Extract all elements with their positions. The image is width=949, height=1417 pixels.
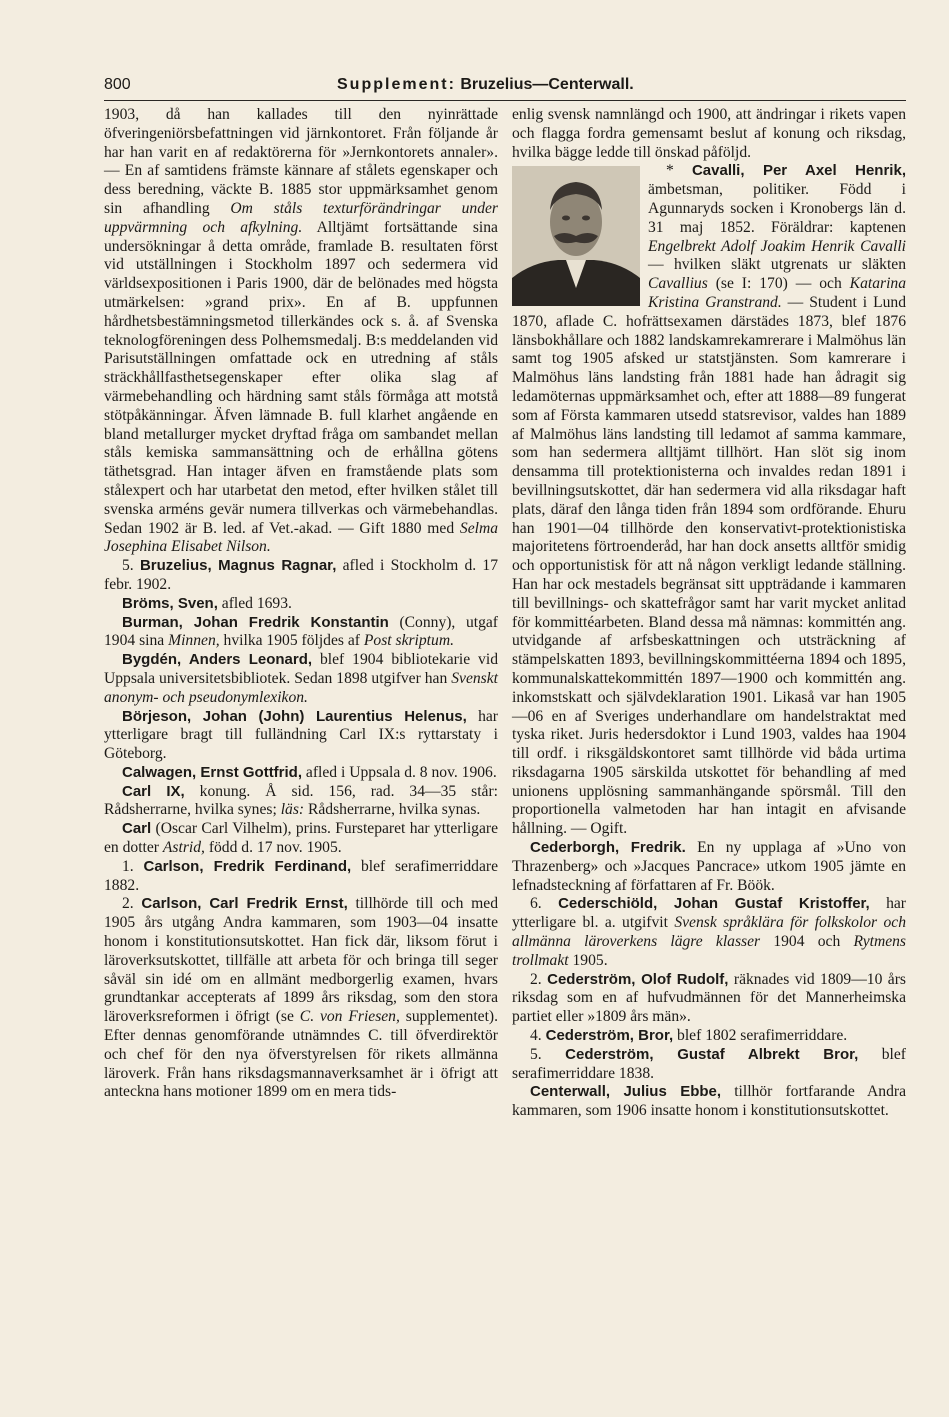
- entry-carlson-continued: [512, 106, 906, 162]
- entry-carlson-fredrik: [104, 858, 498, 896]
- text: — hvilken släkt utgrenats ur släkten: [648, 256, 906, 274]
- headword: Centerwall, Julius Ebbe,: [530, 1083, 722, 1101]
- left-column: [104, 106, 498, 1102]
- entry-calwagen: [104, 764, 498, 783]
- entry-cavalli: [512, 162, 906, 839]
- text: 1903, då han kallades till den nyinrättade öfveringeniörsbefattningen vid järnkontoret. Från följande år har han varit en af redaktörerna för »Jernkontorets annaler». — En af samtidens främste kännare af stålets egenskaper och dess beredning, väckte B. 1885 stor uppmärksamhet genom sin afhandling: [104, 106, 498, 217]
- entry-borjeson: [104, 708, 498, 764]
- work-title: Minnen,: [168, 632, 220, 650]
- text: (Conny), utgaf 1904 sina: [104, 613, 498, 650]
- headword: Cavalli, Per Axel Henrik,: [691, 162, 906, 180]
- text: Alltjämt fortsättande sina undersökningar å detta område, framlade B. resultaten först vid utställningen i Stockholm 1897 och sedermera vid världsexpositionen i Paris 1900, där de belönades med högsta utmärkelsen: »grand prix». En af B. uppfunnen hårdhetsbestämningsmetod tillerkändes ock s. å. af Svenska teknologföreningen dess Polhemsmedalj. B:s meddelanden vid Parisutställningen omfattade ock en utredning af ståls sträckhållfasthetsegenskaper efter olika slag af värmebehandling och härdning samt ståls förmåga att motstå stötpåkänningar. Äfven lämnade B. full klarhet angående en bland metallurger mycket dryftad fråga om sambandet mellan ståls kemiska sammansättning och de erhållna götens täthetsgrad. Han intager äfven en framstående plats som stålexpert och har utarbetat den metod, efter hvilken stålet till svenska arméns gevär numera tillverkas och värmebehandlas. Sedan 1902 är B. led. af Vet.-akad. — Gift 1880 med: [104, 218, 498, 537]
- running-head-range: Bruzelius—Centerwall.: [460, 76, 634, 93]
- text: tillhörde till och med 1905 års utgång Andra kammaren, som 1903—04 insatte honom i konstitutionsutskottet. Han fick där, liksom förut i läroverksutskottet, tillfälle att arbeta för och bringa till seger såväl sin idé om en allmänt medborgerlig examen, hvars grundtankar accepterats af 1899 års riksdag, som den stora läroverksreformen i öfrigt (se: [104, 895, 499, 1026]
- text: har ytterligare bragt till fulländning Carl IX:s ryttarstaty i Göteborg.: [104, 707, 498, 763]
- headword: Calwagen, Ernst Gottfrid,: [122, 763, 303, 781]
- text: hvilka 1905 följdes af: [219, 632, 364, 650]
- text: (Oscar Carl Vilhelm), prins. Fursteparet har ytterligare en dotter: [104, 820, 498, 857]
- entry-number: 6.: [530, 895, 542, 913]
- text: har ytterligare bl. a. utgifvit: [512, 895, 907, 932]
- entry-bruzelius-magnus: [104, 557, 498, 595]
- right-column: [512, 106, 906, 1121]
- work-title: Post skriptum.: [363, 632, 454, 650]
- text: enlig svensk namnlängd och 1900, att ändringar i rikets vapen och flagga fordra gemensamt beslut af konung och riksdag, hvilka bägge ledde till önskad påföljd.: [512, 106, 906, 161]
- headword: Bröms, Sven,: [122, 594, 218, 612]
- person-name: Katarina Kristina Granstrand.: [648, 275, 906, 311]
- text: blef serafimerriddare 1838.: [512, 1045, 906, 1082]
- work-title: Svensk språklära för folkskolor och allmänna läroverkens lägre klasser: [512, 914, 906, 951]
- supplement-mark: *: [666, 162, 674, 180]
- entry-number: 5.: [122, 557, 134, 575]
- headword: Carl: [122, 820, 152, 838]
- entry-cederstrom-bror: [512, 1027, 906, 1046]
- text: blef 1802 serafimerriddare.: [673, 1027, 848, 1045]
- header-rule: [104, 100, 906, 101]
- text: En ny upplaga af »Uno von Thrazenberg» och »Jacques Pancrace» utkom 1905 jämte en lefnadsteckning af författaren af Fr. Böök.: [512, 839, 907, 894]
- entry-cederborgh: [512, 839, 906, 895]
- headword: Bruzelius, Magnus Ragnar,: [139, 557, 337, 575]
- headword: Cederschiöld, Johan Gustaf Kristoffer,: [558, 895, 870, 913]
- headword: Cederborgh, Fredrik.: [530, 839, 686, 857]
- entry-bruzelius-continued: [104, 106, 498, 557]
- entry-burman: [104, 614, 498, 652]
- portrait-photo-illustration: [512, 166, 640, 306]
- entry-cederschiold: [512, 895, 906, 970]
- headword: Börjeson, Johan (John) Laurentius Helenus,: [122, 707, 467, 725]
- running-head: [337, 76, 634, 94]
- entry-cederstrom-gustaf: [512, 1046, 906, 1084]
- text: räknades vid 1809—10 års riksdag som en af hufvudmännen för det Mannerheimska partiet eller »1809 års män».: [512, 970, 906, 1026]
- running-head-section: Supplement:: [337, 76, 456, 93]
- entry-number: 1.: [122, 857, 134, 875]
- entry-bygden: [104, 651, 498, 707]
- portrait-photo: [512, 166, 640, 306]
- text: 1904 och: [760, 933, 854, 951]
- cross-reference: C. von Friesen,: [299, 1008, 400, 1026]
- portrait-eye-right: [582, 216, 590, 221]
- headword: Carlson, Carl Fredrik Ernst,: [141, 895, 348, 913]
- page-number: 800: [104, 76, 131, 93]
- headword: Burman, Johan Fredrik Konstantin: [122, 613, 389, 631]
- text: afled i Stockholm d. 17 febr. 1902.: [104, 557, 498, 593]
- entry-carl-ix: [104, 783, 498, 821]
- text: blef serafimerriddare 1882.: [104, 857, 498, 894]
- headword: Carlson, Fredrik Ferdinand,: [143, 857, 352, 875]
- text: ämbetsman, politiker. Född i Agunnaryds socken i Kronobergs län d. 31 maj 1852. Föräldrar: kaptenen: [648, 181, 906, 236]
- entry-broms: [104, 595, 498, 614]
- headword: Bygdén, Anders Leonard,: [122, 651, 313, 669]
- text: 1905.: [568, 951, 608, 969]
- text: född d. 17 nov. 1905.: [204, 839, 342, 857]
- portrait-eye-left: [562, 216, 570, 221]
- spouse-name: Selma Josephina Elisabet Nilson.: [104, 519, 498, 556]
- text: tillhör fortfarande Andra kammaren, som 1906 insatte honom i konstitutionsutskottet.: [512, 1083, 907, 1120]
- text: konung. Å sid. 156, rad. 34—35 står: Rådsherrarne, hvilka synes;: [104, 782, 498, 819]
- family-name: Cavallius: [648, 275, 708, 293]
- person-name: Engelbrekt Adolf Joakim Henrik Cavalli: [648, 237, 906, 255]
- headword: Cederström, Olof Rudolf,: [547, 970, 729, 988]
- text: — Student i Lund 1870, aflade C. hofrättsexamen därstädes 1873, blef 1876 länsbokhållare och 1882 landskamrekamrerare i Malmöhus län samt tog 1905 afsked ur statstjänsten. Som kamrerare i Malmöhus läns landsting från 1881 hade han ådragit sig ledamöternas uppmärksamhet och, efter att 1888—89 fungerat som af Första kammaren utsedd statsrevisor, valdes han 1889 af Malmöhus läns landsting till ledamot af samma kammare, som han sedermera alltjämt tillhört. Han slöt sig inom densamma till protektionisterna och invaldes redan 1891 i bevillningsutskottet, där han sedermera vid alla riksdagar haft plats, däraf den långa tiden från 1894 som ordförande. Ehuru han 1901—04 tillhörde den konservativt-protektionistiska majoritetens förtroenderåd, har han dock ansetts alltför smidig och opportunistisk för att nå någon verkligt ledande ställning. Han har ock mestadels begränsat sitt uppträdande i kammaren till bevillnings- och skattefrågor samt har varit mycket anlitad för kommittéarbeten. Bland dessa må nämnas: kommittén ang. utvidgande af arfsbeskattningen och utsträckning af stämpelskatten 1893, bevillningskommittéerna 1894 och 1895, kommunalskattekommittén 1897—1900 och kommittén ang. inkomstskatt och självdeklaration 1901. Likaså var han 1905—06 en af Sveriges underhandlare om handelstraktat med tyska riket. Juris hedersdoktor i Lund 1903, valdes haa 1904 till ordf. i riksgäldskontoret samt tillhörde vid båda urtima riksdagarna 1905 särskilda utskottet för behandling af med unionens upplösning sammanhängande spörsmål. Till den proportionella valmetoden har han intagit en afvisande hållning. — Ogift.: [512, 293, 906, 838]
- entry-number: 2.: [530, 970, 542, 988]
- text: afled 1693.: [217, 594, 292, 612]
- correction-mark: läs:: [280, 801, 305, 819]
- entry-carl-prins: [104, 820, 498, 858]
- headword: Cederström, Gustaf Albrekt Bror,: [565, 1045, 859, 1063]
- entry-number: 2.: [122, 895, 134, 913]
- entry-number: 4.: [530, 1027, 542, 1045]
- text: blef 1904 bibliotekarie vid Uppsala universitetsbibliotek. Sedan 1898 utgifver han: [104, 651, 498, 687]
- entry-centerwall: [512, 1083, 906, 1121]
- headword: Cederström, Bror,: [545, 1027, 674, 1045]
- headword: Carl IX,: [122, 782, 185, 800]
- entry-number: 5.: [530, 1045, 542, 1063]
- text: (se I: 170) — och: [707, 275, 850, 293]
- work-title: Rytmens trollmakt: [512, 933, 906, 969]
- text: supplementet). Efter dennas genomförande utnämndes C. till öfverdirektör och chef för den nya öfverstyrelsen för rikets allmänna läroverk. Från hans riksdagsmannaverksamhet är i öfrigt att anteckna hans motioner 1899 om en mera tids-: [104, 1008, 498, 1101]
- entry-carlson-carl: [104, 895, 498, 1102]
- text: afled i Uppsala d. 8 nov. 1906.: [302, 763, 497, 781]
- work-title: Om ståls texturförändringar under uppvärmning och afkylning.: [104, 199, 498, 236]
- entry-cederstrom-olof: [512, 971, 906, 1027]
- person-name: Astrid,: [162, 839, 205, 857]
- work-title: Svenskt anonym- och pseudonymlexikon.: [104, 669, 498, 706]
- text: Rådsherrarne, hvilka synas.: [304, 801, 481, 819]
